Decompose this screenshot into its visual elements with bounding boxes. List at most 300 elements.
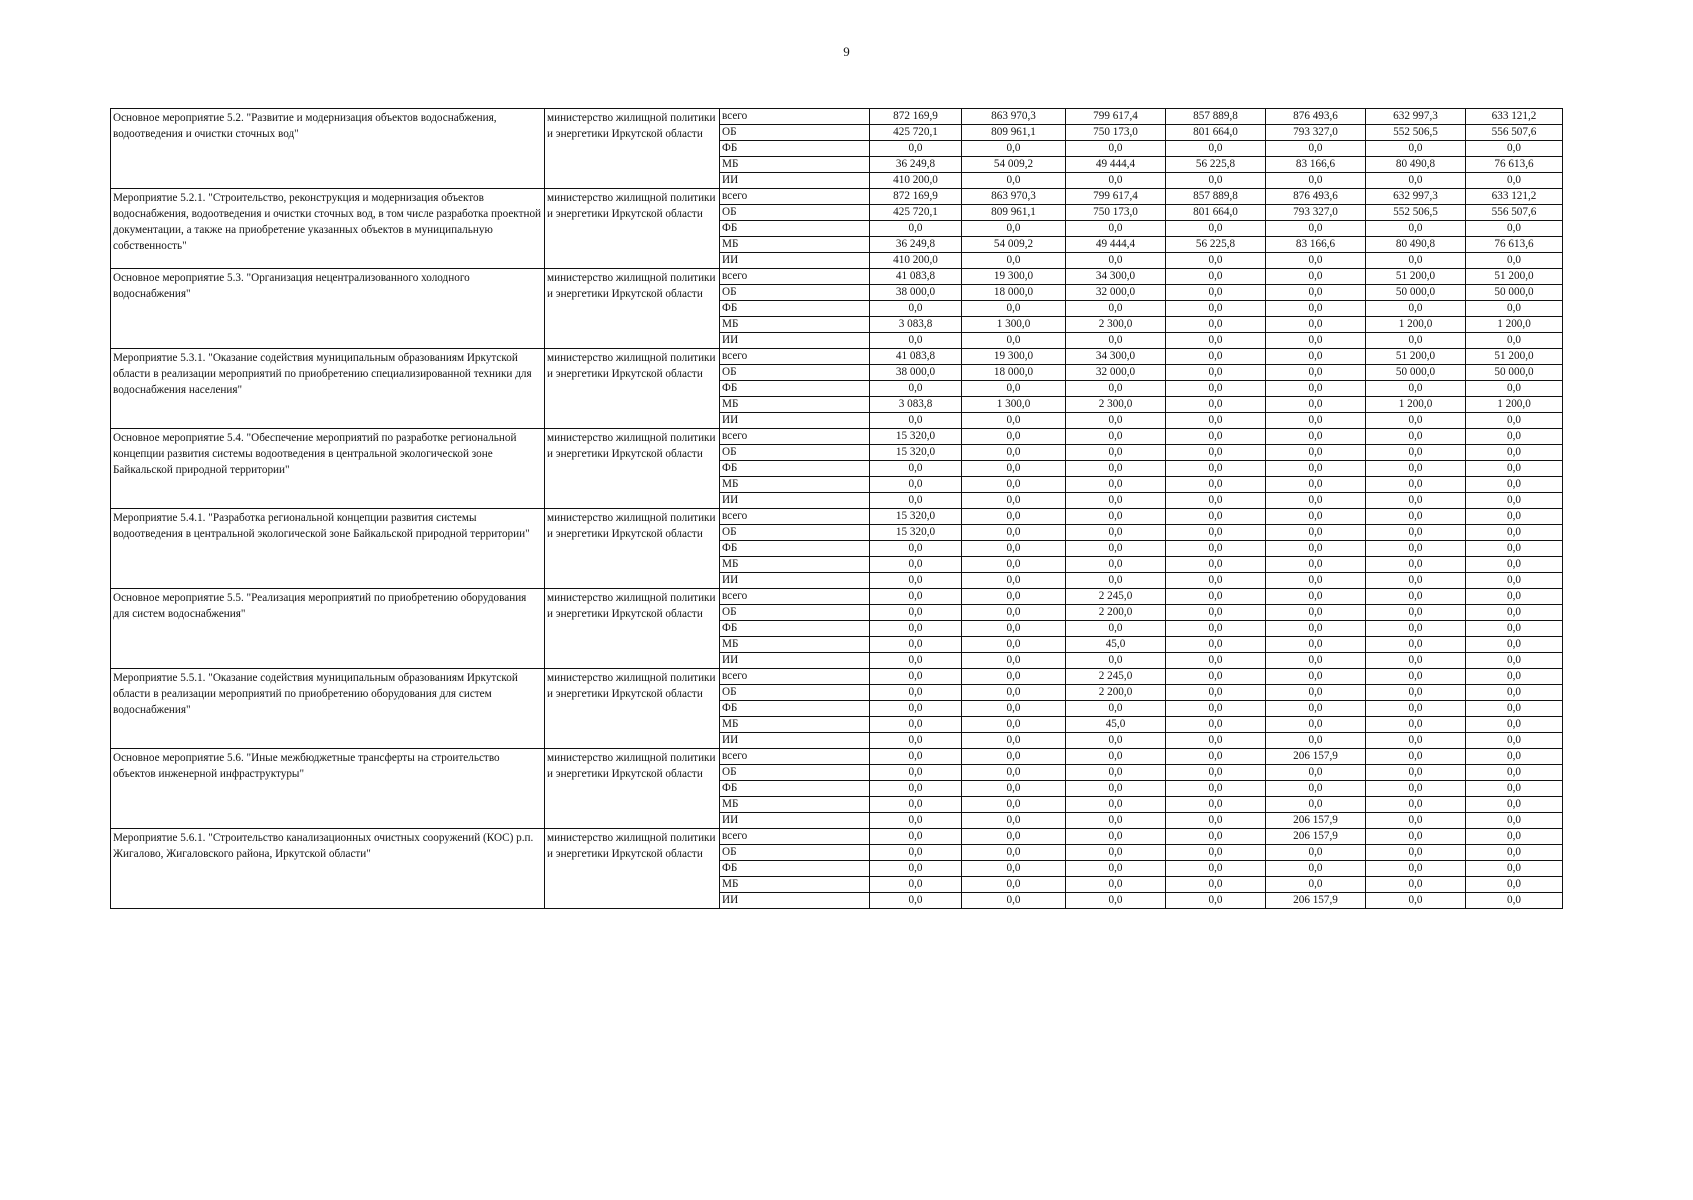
amount-cell: 0,0 [1266, 285, 1366, 301]
amount-cell: 2 245,0 [1066, 589, 1166, 605]
amount-cell: 2 300,0 [1066, 317, 1166, 333]
event-name-cell: Основное мероприятие 5.5. "Реализация мероприятий по приобретению оборудования для систем водоснабжения" [111, 589, 545, 669]
amount-cell: 50 000,0 [1466, 365, 1563, 381]
amount-cell: 0,0 [1366, 141, 1466, 157]
funding-source-cell: ФБ [720, 221, 870, 237]
amount-cell: 0,0 [1366, 813, 1466, 829]
funding-source-cell: ФБ [720, 461, 870, 477]
amount-cell: 50 000,0 [1366, 365, 1466, 381]
amount-cell: 0,0 [1366, 557, 1466, 573]
funding-source-cell: всего [720, 189, 870, 205]
amount-cell: 32 000,0 [1066, 365, 1166, 381]
amount-cell: 0,0 [1166, 589, 1266, 605]
amount-cell: 0,0 [962, 813, 1066, 829]
amount-cell: 0,0 [1366, 653, 1466, 669]
page-number: 9 [843, 44, 850, 59]
amount-cell: 872 169,9 [870, 189, 962, 205]
amount-cell: 799 617,4 [1066, 189, 1166, 205]
event-name-cell: Мероприятие 5.2.1. "Строительство, реконструкция и модернизация объектов водоснабжения, водоотведения и очистки сточных вод, в том числе разработка проектной документации, а также на приобретение указанных объектов в муниципальную собственность" [111, 189, 545, 269]
amount-cell: 0,0 [962, 509, 1066, 525]
amount-cell: 0,0 [962, 461, 1066, 477]
amount-cell: 0,0 [1266, 669, 1366, 685]
amount-cell: 51 200,0 [1466, 349, 1563, 365]
amount-cell: 0,0 [1166, 621, 1266, 637]
amount-cell: 0,0 [1166, 845, 1266, 861]
amount-cell: 0,0 [962, 621, 1066, 637]
amount-cell: 0,0 [1066, 557, 1166, 573]
amount-cell: 0,0 [1166, 285, 1266, 301]
amount-cell: 0,0 [1466, 333, 1563, 349]
amount-cell: 0,0 [1066, 541, 1166, 557]
amount-cell: 0,0 [962, 701, 1066, 717]
amount-cell: 36 249,8 [870, 237, 962, 253]
amount-cell: 0,0 [962, 493, 1066, 509]
amount-cell: 0,0 [870, 621, 962, 637]
funding-source-cell: ФБ [720, 861, 870, 877]
amount-cell: 0,0 [1466, 749, 1563, 765]
amount-cell: 0,0 [1066, 461, 1166, 477]
amount-cell: 51 200,0 [1366, 349, 1466, 365]
amount-cell: 0,0 [1266, 333, 1366, 349]
amount-cell: 0,0 [870, 877, 962, 893]
amount-cell: 0,0 [1066, 493, 1166, 509]
amount-cell: 863 970,3 [962, 189, 1066, 205]
amount-cell: 0,0 [1266, 397, 1366, 413]
amount-cell: 1 200,0 [1466, 397, 1563, 413]
table-row [111, 589, 1563, 605]
amount-cell: 425 720,1 [870, 125, 962, 141]
funding-source-cell: ОБ [720, 605, 870, 621]
executor-cell: министерство жилищной политики и энергетики Иркутской области [545, 589, 720, 669]
amount-cell: 0,0 [1266, 557, 1366, 573]
amount-cell: 0,0 [962, 589, 1066, 605]
amount-cell: 0,0 [870, 141, 962, 157]
amount-cell: 0,0 [1266, 413, 1366, 429]
funding-source-cell: ИИ [720, 333, 870, 349]
amount-cell: 0,0 [1166, 557, 1266, 573]
amount-cell: 809 961,1 [962, 125, 1066, 141]
amount-cell: 0,0 [1066, 477, 1166, 493]
amount-cell: 0,0 [870, 333, 962, 349]
funding-source-cell: всего [720, 669, 870, 685]
funding-source-cell: всего [720, 589, 870, 605]
amount-cell: 0,0 [1366, 429, 1466, 445]
funding-source-cell: ИИ [720, 413, 870, 429]
amount-cell: 18 000,0 [962, 365, 1066, 381]
amount-cell: 0,0 [1466, 525, 1563, 541]
funding-source-cell: ИИ [720, 253, 870, 269]
executor-cell: министерство жилищной политики и энергетики Иркутской области [545, 669, 720, 749]
funding-source-cell: ФБ [720, 701, 870, 717]
amount-cell: 45,0 [1066, 717, 1166, 733]
amount-cell: 0,0 [1466, 829, 1563, 845]
amount-cell: 809 961,1 [962, 205, 1066, 221]
amount-cell: 0,0 [962, 797, 1066, 813]
amount-cell: 15 320,0 [870, 429, 962, 445]
amount-cell: 0,0 [1266, 733, 1366, 749]
amount-cell: 0,0 [1366, 621, 1466, 637]
amount-cell: 1 200,0 [1466, 317, 1563, 333]
amount-cell: 0,0 [1166, 749, 1266, 765]
funding-source-cell: ИИ [720, 493, 870, 509]
amount-cell: 0,0 [962, 221, 1066, 237]
amount-cell: 1 300,0 [962, 317, 1066, 333]
amount-cell: 410 200,0 [870, 253, 962, 269]
amount-cell: 0,0 [1366, 717, 1466, 733]
amount-cell: 0,0 [1066, 301, 1166, 317]
amount-cell: 0,0 [1266, 877, 1366, 893]
amount-cell: 0,0 [1166, 413, 1266, 429]
funding-source-cell: МБ [720, 397, 870, 413]
amount-cell: 0,0 [1266, 701, 1366, 717]
amount-cell: 0,0 [1166, 861, 1266, 877]
amount-cell: 0,0 [1466, 733, 1563, 749]
amount-cell: 0,0 [1166, 221, 1266, 237]
amount-cell: 0,0 [1266, 653, 1366, 669]
amount-cell: 0,0 [1466, 685, 1563, 701]
amount-cell: 876 493,6 [1266, 189, 1366, 205]
table-row [111, 829, 1563, 845]
amount-cell: 0,0 [870, 749, 962, 765]
amount-cell: 0,0 [1266, 429, 1366, 445]
funding-source-cell: ИИ [720, 173, 870, 189]
amount-cell: 425 720,1 [870, 205, 962, 221]
amount-cell: 0,0 [1266, 221, 1366, 237]
amount-cell: 0,0 [1066, 253, 1166, 269]
amount-cell: 0,0 [1366, 589, 1466, 605]
amount-cell: 0,0 [1366, 573, 1466, 589]
amount-cell: 0,0 [1166, 717, 1266, 733]
amount-cell: 76 613,6 [1466, 237, 1563, 253]
amount-cell: 0,0 [962, 861, 1066, 877]
amount-cell: 0,0 [962, 749, 1066, 765]
amount-cell: 0,0 [1166, 141, 1266, 157]
amount-cell: 0,0 [870, 701, 962, 717]
amount-cell: 0,0 [870, 893, 962, 909]
amount-cell: 0,0 [870, 605, 962, 621]
amount-cell: 0,0 [1066, 413, 1166, 429]
funding-source-cell: всего [720, 749, 870, 765]
amount-cell: 54 009,2 [962, 237, 1066, 253]
amount-cell: 0,0 [1466, 253, 1563, 269]
amount-cell: 0,0 [1066, 893, 1166, 909]
amount-cell: 0,0 [1366, 797, 1466, 813]
amount-cell: 0,0 [962, 605, 1066, 621]
amount-cell: 801 664,0 [1166, 125, 1266, 141]
amount-cell: 0,0 [1266, 845, 1366, 861]
amount-cell: 0,0 [1066, 221, 1166, 237]
amount-cell: 0,0 [962, 733, 1066, 749]
amount-cell: 0,0 [962, 717, 1066, 733]
amount-cell: 0,0 [870, 541, 962, 557]
amount-cell: 0,0 [870, 221, 962, 237]
event-name-cell: Мероприятие 5.6.1. "Строительство канализационных очистных сооружений (КОС) р.п. Жигалово, Жигаловского района, Иркутской области" [111, 829, 545, 909]
amount-cell: 38 000,0 [870, 285, 962, 301]
executor-cell: министерство жилищной политики и энергетики Иркутской области [545, 749, 720, 829]
executor-cell: министерство жилищной политики и энергетики Иркутской области [545, 269, 720, 349]
amount-cell: 632 997,3 [1366, 189, 1466, 205]
amount-cell: 15 320,0 [870, 509, 962, 525]
amount-cell: 0,0 [1366, 765, 1466, 781]
amount-cell: 0,0 [1166, 685, 1266, 701]
amount-cell: 0,0 [1366, 701, 1466, 717]
amount-cell: 36 249,8 [870, 157, 962, 173]
funding-source-cell: МБ [720, 557, 870, 573]
amount-cell: 0,0 [962, 781, 1066, 797]
amount-cell: 0,0 [1366, 461, 1466, 477]
amount-cell: 0,0 [1166, 605, 1266, 621]
funding-source-cell: ИИ [720, 653, 870, 669]
amount-cell: 0,0 [1166, 397, 1266, 413]
amount-cell: 0,0 [1166, 445, 1266, 461]
amount-cell: 0,0 [1366, 685, 1466, 701]
amount-cell: 0,0 [1466, 589, 1563, 605]
amount-cell: 0,0 [1466, 429, 1563, 445]
amount-cell: 38 000,0 [870, 365, 962, 381]
amount-cell: 54 009,2 [962, 157, 1066, 173]
funding-source-cell: ОБ [720, 445, 870, 461]
table-row [111, 749, 1563, 765]
amount-cell: 19 300,0 [962, 269, 1066, 285]
amount-cell: 0,0 [1466, 605, 1563, 621]
amount-cell: 0,0 [1166, 349, 1266, 365]
amount-cell: 206 157,9 [1266, 893, 1366, 909]
amount-cell: 0,0 [1166, 829, 1266, 845]
amount-cell: 2 245,0 [1066, 669, 1166, 685]
funding-source-cell: ОБ [720, 845, 870, 861]
amount-cell: 0,0 [1466, 781, 1563, 797]
amount-cell: 0,0 [870, 813, 962, 829]
funding-source-cell: ОБ [720, 365, 870, 381]
amount-cell: 0,0 [962, 173, 1066, 189]
amount-cell: 0,0 [870, 493, 962, 509]
amount-cell: 206 157,9 [1266, 749, 1366, 765]
amount-cell: 0,0 [1466, 877, 1563, 893]
amount-cell: 857 889,8 [1166, 189, 1266, 205]
funding-source-cell: всего [720, 829, 870, 845]
amount-cell: 0,0 [1166, 781, 1266, 797]
amount-cell: 56 225,8 [1166, 157, 1266, 173]
table-row [111, 269, 1563, 285]
funding-source-cell: ФБ [720, 541, 870, 557]
amount-cell: 0,0 [962, 541, 1066, 557]
table-row [111, 669, 1563, 685]
amount-cell: 0,0 [1266, 797, 1366, 813]
amount-cell: 0,0 [962, 653, 1066, 669]
amount-cell: 0,0 [1066, 445, 1166, 461]
amount-cell: 0,0 [1266, 861, 1366, 877]
amount-cell: 0,0 [1366, 253, 1466, 269]
amount-cell: 632 997,3 [1366, 109, 1466, 125]
amount-cell: 0,0 [962, 669, 1066, 685]
funding-source-cell: всего [720, 269, 870, 285]
amount-cell: 34 300,0 [1066, 349, 1166, 365]
funding-source-cell: ИИ [720, 893, 870, 909]
amount-cell: 0,0 [1166, 301, 1266, 317]
amount-cell: 80 490,8 [1366, 237, 1466, 253]
amount-cell: 0,0 [1166, 365, 1266, 381]
event-name-cell: Основное мероприятие 5.6. "Иные межбюджетные трансферты на строительство объектов инженерной инфраструктуры" [111, 749, 545, 829]
amount-cell: 799 617,4 [1066, 109, 1166, 125]
amount-cell: 0,0 [962, 893, 1066, 909]
amount-cell: 0,0 [870, 573, 962, 589]
amount-cell: 0,0 [1166, 893, 1266, 909]
amount-cell: 0,0 [1366, 413, 1466, 429]
amount-cell: 0,0 [1066, 749, 1166, 765]
amount-cell: 0,0 [1466, 701, 1563, 717]
amount-cell: 0,0 [1266, 525, 1366, 541]
executor-cell: министерство жилищной политики и энергетики Иркутской области [545, 189, 720, 269]
funding-source-cell: ФБ [720, 301, 870, 317]
funding-source-cell: МБ [720, 477, 870, 493]
amount-cell: 0,0 [1066, 813, 1166, 829]
amount-cell: 2 200,0 [1066, 685, 1166, 701]
amount-cell: 0,0 [870, 589, 962, 605]
amount-cell: 0,0 [870, 829, 962, 845]
amount-cell: 32 000,0 [1066, 285, 1166, 301]
event-name-cell: Мероприятие 5.3.1. "Оказание содействия муниципальным образованиям Иркутской области в реализации мероприятий по приобретению специализированной техники для водоснабжения населения" [111, 349, 545, 429]
amount-cell: 0,0 [1266, 541, 1366, 557]
funding-source-cell: всего [720, 509, 870, 525]
amount-cell: 0,0 [1366, 637, 1466, 653]
amount-cell: 0,0 [1066, 861, 1166, 877]
amount-cell: 0,0 [1366, 477, 1466, 493]
amount-cell: 1 200,0 [1366, 317, 1466, 333]
amount-cell: 0,0 [1266, 509, 1366, 525]
amount-cell: 0,0 [1266, 381, 1366, 397]
amount-cell: 0,0 [870, 733, 962, 749]
amount-cell: 0,0 [1266, 365, 1366, 381]
funding-source-cell: всего [720, 349, 870, 365]
amount-cell: 49 444,4 [1066, 157, 1166, 173]
amount-cell: 0,0 [1066, 653, 1166, 669]
budget-table [110, 108, 1563, 909]
funding-source-cell: МБ [720, 877, 870, 893]
amount-cell: 0,0 [1466, 717, 1563, 733]
amount-cell: 0,0 [962, 301, 1066, 317]
amount-cell: 0,0 [1266, 445, 1366, 461]
amount-cell: 0,0 [1066, 877, 1166, 893]
funding-source-cell: ОБ [720, 285, 870, 301]
amount-cell: 857 889,8 [1166, 109, 1266, 125]
amount-cell: 83 166,6 [1266, 237, 1366, 253]
amount-cell: 0,0 [1166, 381, 1266, 397]
amount-cell: 0,0 [1466, 813, 1563, 829]
funding-source-cell: МБ [720, 637, 870, 653]
funding-source-cell: ОБ [720, 125, 870, 141]
amount-cell: 0,0 [1466, 573, 1563, 589]
amount-cell: 0,0 [1066, 701, 1166, 717]
amount-cell: 0,0 [870, 685, 962, 701]
funding-source-cell: ФБ [720, 621, 870, 637]
amount-cell: 633 121,2 [1466, 189, 1563, 205]
amount-cell: 0,0 [1366, 525, 1466, 541]
amount-cell: 0,0 [1166, 477, 1266, 493]
amount-cell: 3 083,8 [870, 317, 962, 333]
amount-cell: 0,0 [870, 781, 962, 797]
executor-cell: министерство жилищной политики и энергетики Иркутской области [545, 109, 720, 189]
funding-source-cell: ОБ [720, 685, 870, 701]
funding-source-cell: МБ [720, 157, 870, 173]
amount-cell: 0,0 [1366, 829, 1466, 845]
amount-cell: 0,0 [962, 765, 1066, 781]
amount-cell: 0,0 [1266, 637, 1366, 653]
amount-cell: 0,0 [1166, 333, 1266, 349]
amount-cell: 0,0 [1466, 669, 1563, 685]
amount-cell: 0,0 [1366, 221, 1466, 237]
amount-cell: 0,0 [1366, 749, 1466, 765]
amount-cell: 34 300,0 [1066, 269, 1166, 285]
funding-source-cell: МБ [720, 317, 870, 333]
amount-cell: 0,0 [962, 381, 1066, 397]
amount-cell: 0,0 [1066, 845, 1166, 861]
amount-cell: 793 327,0 [1266, 125, 1366, 141]
amount-cell: 876 493,6 [1266, 109, 1366, 125]
amount-cell: 0,0 [1466, 173, 1563, 189]
amount-cell: 0,0 [1166, 701, 1266, 717]
amount-cell: 0,0 [1266, 477, 1366, 493]
amount-cell: 0,0 [1466, 445, 1563, 461]
amount-cell: 0,0 [1266, 685, 1366, 701]
amount-cell: 0,0 [1166, 733, 1266, 749]
amount-cell: 0,0 [870, 797, 962, 813]
amount-cell: 51 200,0 [1466, 269, 1563, 285]
amount-cell: 863 970,3 [962, 109, 1066, 125]
amount-cell: 0,0 [870, 765, 962, 781]
amount-cell: 0,0 [1366, 669, 1466, 685]
amount-cell: 45,0 [1066, 637, 1166, 653]
amount-cell: 556 507,6 [1466, 205, 1563, 221]
amount-cell: 0,0 [1166, 509, 1266, 525]
funding-source-cell: ИИ [720, 573, 870, 589]
table-row [111, 509, 1563, 525]
amount-cell: 0,0 [1266, 765, 1366, 781]
amount-cell: 0,0 [962, 413, 1066, 429]
amount-cell: 0,0 [1166, 797, 1266, 813]
funding-source-cell: МБ [720, 797, 870, 813]
amount-cell: 552 506,5 [1366, 125, 1466, 141]
event-name-cell: Основное мероприятие 5.3. "Организация нецентрализованного холодного водоснабжения" [111, 269, 545, 349]
amount-cell: 0,0 [1166, 669, 1266, 685]
amount-cell: 0,0 [870, 301, 962, 317]
amount-cell: 0,0 [1266, 717, 1366, 733]
amount-cell: 0,0 [1066, 429, 1166, 445]
amount-cell: 0,0 [1466, 493, 1563, 509]
funding-source-cell: ИИ [720, 733, 870, 749]
amount-cell: 750 173,0 [1066, 125, 1166, 141]
amount-cell: 0,0 [1366, 861, 1466, 877]
amount-cell: 0,0 [1266, 589, 1366, 605]
amount-cell: 0,0 [962, 333, 1066, 349]
amount-cell: 872 169,9 [870, 109, 962, 125]
amount-cell: 0,0 [1166, 269, 1266, 285]
amount-cell: 0,0 [1166, 253, 1266, 269]
amount-cell: 0,0 [1466, 557, 1563, 573]
amount-cell: 0,0 [1466, 845, 1563, 861]
amount-cell: 0,0 [962, 557, 1066, 573]
amount-cell: 0,0 [1066, 509, 1166, 525]
amount-cell: 633 121,2 [1466, 109, 1563, 125]
amount-cell: 15 320,0 [870, 525, 962, 541]
amount-cell: 0,0 [870, 413, 962, 429]
amount-cell: 80 490,8 [1366, 157, 1466, 173]
executor-cell: министерство жилищной политики и энергетики Иркутской области [545, 429, 720, 509]
amount-cell: 0,0 [1166, 573, 1266, 589]
amount-cell: 0,0 [870, 477, 962, 493]
amount-cell: 0,0 [1066, 765, 1166, 781]
event-name-cell: Мероприятие 5.4.1. "Разработка региональной концепции развития системы водоотведения в центральной экологической зоне Байкальской природной территории" [111, 509, 545, 589]
amount-cell: 0,0 [962, 573, 1066, 589]
